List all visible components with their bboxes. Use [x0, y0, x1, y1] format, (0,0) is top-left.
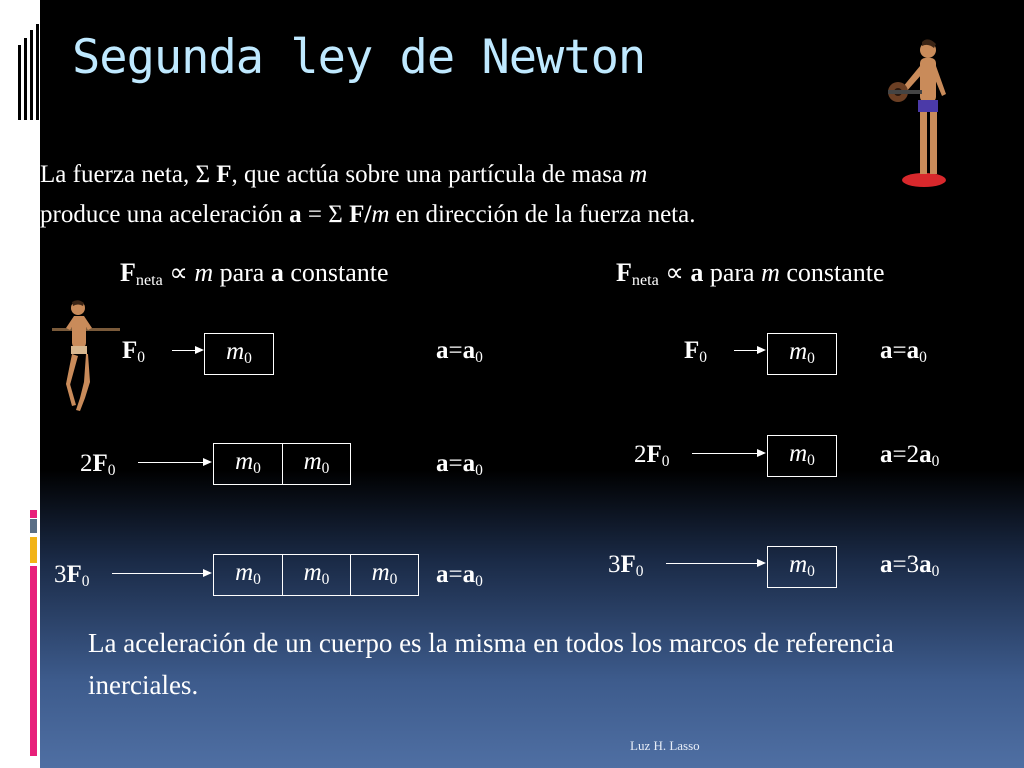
right-acceleration-1: $a=a_0$	[880, 337, 927, 366]
acceleration-symbol: a	[690, 258, 704, 287]
proportional-symbol: ∝	[162, 258, 195, 287]
mass-cell: $m_0$	[282, 444, 350, 484]
intro-paragraph	[40, 155, 695, 235]
right-acceleration-3: $a=3a_0$	[880, 551, 940, 580]
sidebar-bar-slate	[30, 519, 37, 533]
mass-cell: $m_0$	[789, 551, 815, 580]
sidebar-bar-gold	[30, 537, 37, 563]
acceleration-symbol: a	[289, 201, 302, 228]
mass-cell: $m_0$	[235, 448, 261, 477]
left-acceleration-1: $a=a_0$	[436, 337, 483, 366]
left-force-label-2: $2F_0$	[80, 450, 116, 479]
subscript: neta	[135, 272, 163, 290]
intro-text: produce una aceleración	[40, 201, 290, 228]
mass-symbol: m	[761, 258, 780, 287]
weightlifter-icon	[884, 38, 956, 193]
right-force-label-2: $2F_0$	[634, 441, 670, 470]
right-force-label-1: $F_0$	[684, 337, 708, 366]
right-acceleration-2: $a=2a_0$	[880, 441, 940, 470]
left-acceleration-2: $a=a_0$	[436, 450, 483, 479]
title-stripes-decoration	[0, 0, 40, 130]
acceleration-symbol: a	[270, 258, 284, 287]
mass-symbol: m	[629, 161, 648, 188]
mass-cell: $m_0$	[235, 559, 261, 588]
right-force-label-3: $3F_0$	[608, 551, 644, 580]
subscript: neta	[631, 272, 659, 290]
equals-symbol: =	[301, 201, 329, 228]
sigma-symbol: Σ	[195, 161, 211, 188]
slash-symbol: /	[364, 201, 372, 228]
sigma-symbol: Σ	[328, 201, 343, 228]
right-mass-box-2	[767, 435, 837, 477]
mass-symbol: m	[194, 258, 214, 287]
right-column-heading	[616, 258, 885, 288]
left-column-heading	[120, 258, 389, 288]
mass-cell: $m_0$	[350, 555, 418, 595]
force-symbol: F	[216, 161, 232, 188]
force-arrow	[112, 573, 210, 574]
intro-text: en dirección de la fuerza neta.	[389, 201, 696, 228]
force-arrow	[666, 563, 764, 564]
intro-line-2	[40, 195, 695, 235]
right-mass-box-3	[767, 546, 837, 588]
mass-box-2	[213, 443, 351, 485]
mass-cell: $m_0$	[282, 555, 350, 595]
author-footer: Luz H. Lasso	[630, 738, 700, 753]
mass-cell: $m_0$	[789, 440, 815, 469]
heading-text: para	[703, 258, 762, 287]
force-symbol: F	[120, 258, 136, 287]
heading-text: para	[213, 258, 271, 287]
sidebar-bar-pink-long	[30, 566, 37, 756]
intro-line-1	[40, 155, 695, 195]
mass-cell: $m_0$	[789, 338, 815, 367]
force-symbol: F	[349, 201, 365, 228]
mass-box-1	[204, 333, 274, 375]
sidebar-bar-pink	[30, 510, 37, 518]
left-acceleration-3: $a=a_0$	[436, 561, 483, 590]
gymnast-icon	[52, 298, 120, 416]
slide-title: Segunda ley de Newton	[72, 30, 646, 85]
force-arrow	[734, 350, 764, 351]
heading-text: constante	[283, 258, 389, 287]
conclusion-text: La aceleración de un cuerpo es la misma en todos los marcos de referencia inerciales.	[88, 628, 894, 700]
force-arrow	[172, 350, 202, 351]
force-arrow	[692, 453, 764, 454]
left-force-label-3: $3F_0$	[54, 561, 90, 590]
mass-box-3	[213, 554, 419, 596]
mass-cell: $m_0$	[226, 338, 252, 367]
heading-text: constante	[779, 258, 885, 287]
proportional-symbol: ∝	[658, 258, 691, 287]
right-mass-box-1	[767, 333, 837, 375]
mass-symbol: m	[371, 201, 390, 228]
force-symbol: F	[616, 258, 632, 287]
intro-text: , que actúa sobre una partícula de masa	[231, 161, 630, 188]
intro-text: La fuerza neta,	[40, 161, 196, 188]
left-force-label-1: $F_0$	[122, 337, 146, 366]
force-arrow	[138, 462, 210, 463]
